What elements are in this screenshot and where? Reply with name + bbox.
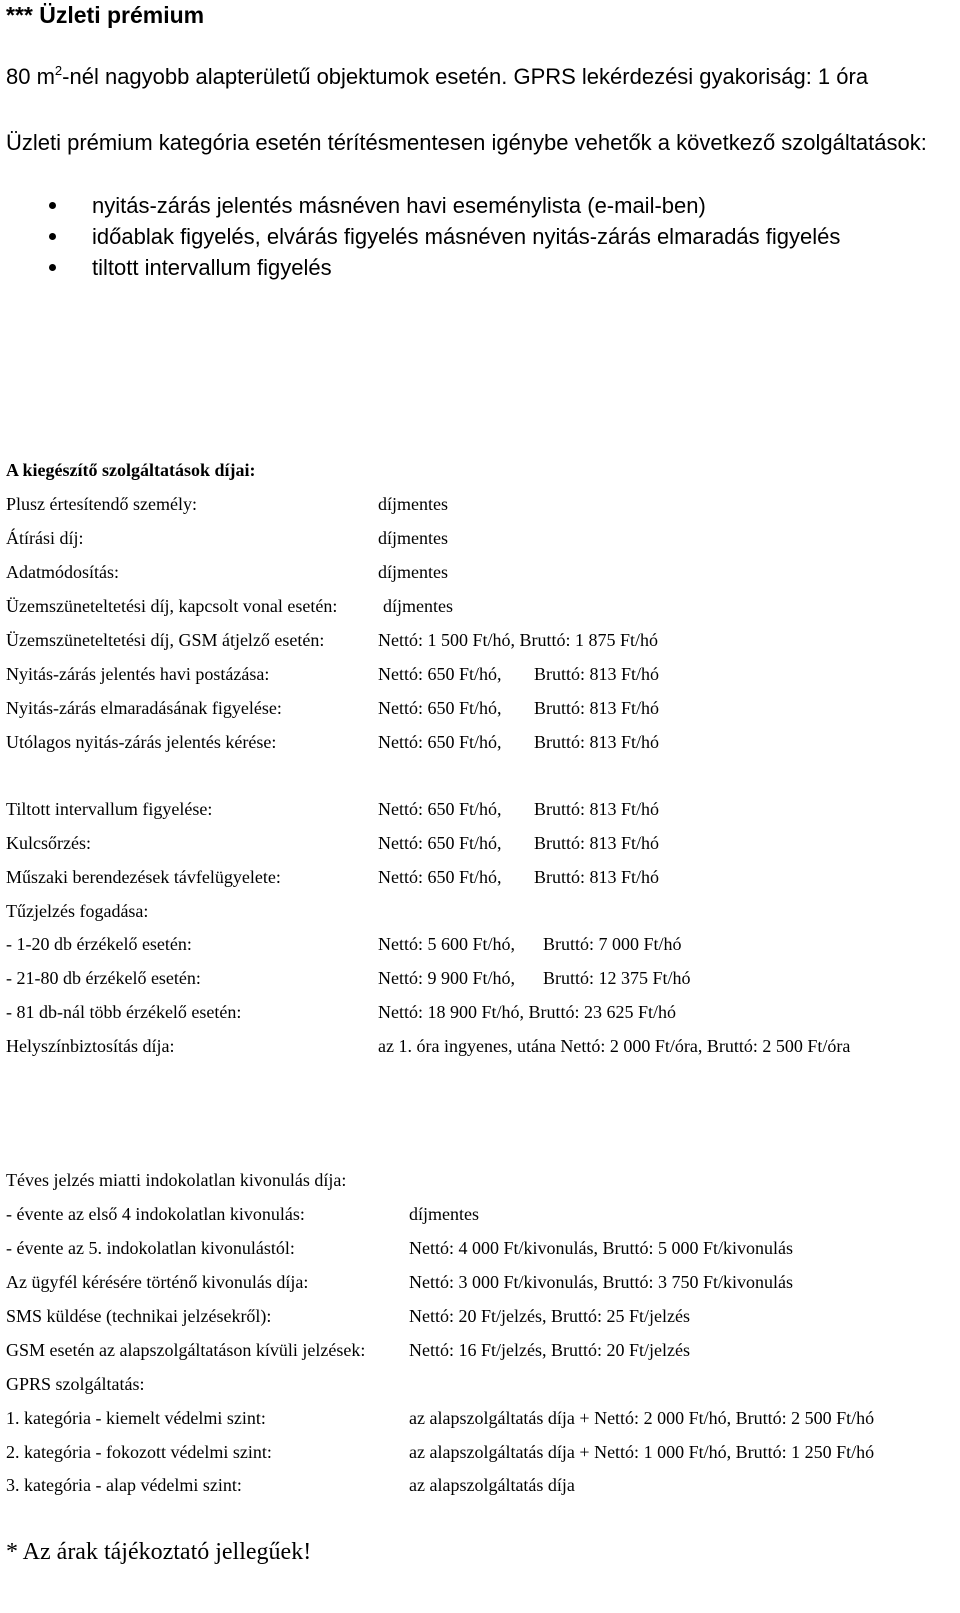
fee-value: Nettó: 650 Ft/hó, xyxy=(378,664,502,684)
fee-value: Nettó: 18 900 Ft/hó, Bruttó: 23 625 Ft/hó xyxy=(378,1002,677,1022)
fee-label: Műszaki berendezések távfelügyelete: xyxy=(6,867,281,887)
fee-brutto: Bruttó: 12 375 Ft/hó xyxy=(543,968,691,988)
fee-value: Nettó: 650 Ft/hó, xyxy=(378,732,502,752)
footnote: * Az árak tájékoztató jellegűek! xyxy=(6,1539,312,1565)
fee-value: díjmentes xyxy=(378,562,448,582)
bullet-text: tiltott intervallum figyelés xyxy=(92,255,332,280)
fee-label: Tűzjelzés fogadása: xyxy=(6,901,149,921)
fee-value: díjmentes xyxy=(378,528,448,548)
fee-value: Nettó: 20 Ft/jelzés, Bruttó: 25 Ft/jelzés xyxy=(409,1306,690,1326)
fee-value: díjmentes xyxy=(383,596,453,616)
fee-value: Nettó: 3 000 Ft/kivonulás, Bruttó: 3 750 Ft/kivonulás xyxy=(409,1272,794,1292)
fee-value: Nettó: 16 Ft/jelzés, Bruttó: 20 Ft/jelzés xyxy=(409,1340,690,1360)
fee-value: az alapszolgáltatás díja + Nettó: 2 000 Ft/hó, Bruttó: 2 500 Ft/hó xyxy=(409,1408,875,1428)
fee-value: Nettó: 650 Ft/hó, xyxy=(378,867,502,887)
fee-brutto: Bruttó: 813 Ft/hó xyxy=(534,867,660,887)
bullet-dot-icon xyxy=(49,233,56,240)
bullet-dot-icon xyxy=(49,202,56,209)
fee-label: Az ügyfél kérésére történő kivonulás díja: xyxy=(6,1272,309,1292)
fee-brutto: Bruttó: 813 Ft/hó xyxy=(534,698,660,718)
fee-label: Helyszínbiztosítás díja: xyxy=(6,1036,175,1056)
fee-value: az alapszolgáltatás díja xyxy=(409,1475,575,1495)
fee-label: 1. kategória - kiemelt védelmi szint: xyxy=(6,1408,266,1428)
bullet-dot-icon xyxy=(49,264,56,271)
fee-label: Utólagos nyitás-zárás jelentés kérése: xyxy=(6,732,277,752)
fee-label: 2. kategória - fokozott védelmi szint: xyxy=(6,1442,272,1462)
fee-value: Nettó: 5 600 Ft/hó, xyxy=(378,934,516,954)
fee-value: díjmentes xyxy=(378,494,448,514)
fee-value: az alapszolgáltatás díja + Nettó: 1 000 Ft/hó, Bruttó: 1 250 Ft/hó xyxy=(409,1442,875,1462)
fee-label: - évente az 5. indokolatlan kivonulástól: xyxy=(6,1238,295,1258)
fee-brutto: Bruttó: 813 Ft/hó xyxy=(534,732,660,752)
fee-value: Nettó: 650 Ft/hó, xyxy=(378,833,502,853)
bullet-item xyxy=(0,221,840,252)
intro-line-1-sup: 2 xyxy=(54,63,63,78)
fee-label: Adatmódosítás: xyxy=(6,562,119,582)
fee-label: 3. kategória - alap védelmi szint: xyxy=(6,1475,242,1495)
fee-value: díjmentes xyxy=(409,1204,479,1224)
fee-label: Tiltott intervallum figyelése: xyxy=(6,799,213,819)
fee-label: - 81 db-nál több érzékelő esetén: xyxy=(6,1002,242,1022)
page-heading: *** Üzleti prémium xyxy=(6,2,205,28)
fee-label: - 1-20 db érzékelő esetén: xyxy=(6,934,192,954)
fee-value: Nettó: 650 Ft/hó, xyxy=(378,799,502,819)
fee-label: SMS küldése (technikai jelzésekről): xyxy=(6,1306,272,1326)
intro-line-2: Üzleti prémium kategória esetén térítésmentesen igénybe vehetők a következő szolgáltatások: xyxy=(6,130,927,155)
bullet-text: időablak figyelés, elvárás figyelés másnéven nyitás-zárás elmaradás figyelés xyxy=(92,224,841,249)
bullet-text: nyitás-zárás jelentés másnéven havi eseménylista (e-mail-ben) xyxy=(92,193,706,218)
fee-label: Kulcsőrzés: xyxy=(6,833,91,853)
fee-label: Üzemszüneteltetési díj, GSM átjelző esetén: xyxy=(6,630,325,650)
bullet-item xyxy=(0,252,840,283)
intro-line-1-b: -nél nagyobb alapterületű objektumok esetén. GPRS lekérdezési gyakoriság: 1 óra xyxy=(62,64,869,89)
fee-brutto: Bruttó: 7 000 Ft/hó xyxy=(543,934,682,954)
fee-brutto: Bruttó: 813 Ft/hó xyxy=(534,664,660,684)
fee-label: Nyitás-zárás elmaradásának figyelése: xyxy=(6,698,282,718)
fee-brutto: Bruttó: 813 Ft/hó xyxy=(534,799,660,819)
section-3-title: Téves jelzés miatti indokolatlan kivonulás díja: xyxy=(6,1170,347,1190)
fee-value: az 1. óra ingyenes, utána Nettó: 2 000 Ft/óra, Bruttó: 2 500 Ft/óra xyxy=(378,1036,851,1056)
section-1-title: A kiegészítő szolgáltatások díjai: xyxy=(6,460,256,480)
fee-label: GSM esetén az alapszolgáltatáson kívüli jelzések: xyxy=(6,1340,366,1360)
fee-label: Átírási díj: xyxy=(6,528,84,548)
fee-label: Plusz értesítendő személy: xyxy=(6,494,197,514)
fee-label: - évente az első 4 indokolatlan kivonulás: xyxy=(6,1204,305,1224)
intro-line-1 xyxy=(6,62,868,92)
fee-label: GPRS szolgáltatás: xyxy=(6,1374,145,1394)
fee-value: Nettó: 4 000 Ft/kivonulás, Bruttó: 5 000 Ft/kivonulás xyxy=(409,1238,794,1258)
fee-label: Nyitás-zárás jelentés havi postázása: xyxy=(6,664,270,684)
fee-value: Nettó: 9 900 Ft/hó, xyxy=(378,968,516,988)
bullet-item xyxy=(0,190,840,221)
fee-value: Nettó: 650 Ft/hó, xyxy=(378,698,502,718)
fee-label: - 21-80 db érzékelő esetén: xyxy=(6,968,201,988)
fee-label: Üzemszüneteltetési díj, kapcsolt vonal esetén: xyxy=(6,596,338,616)
intro-line-1-a: 80 m xyxy=(6,64,55,89)
fee-value: Nettó: 1 500 Ft/hó, Bruttó: 1 875 Ft/hó xyxy=(378,630,659,650)
service-bullet-list xyxy=(0,190,840,283)
fee-brutto: Bruttó: 813 Ft/hó xyxy=(534,833,660,853)
